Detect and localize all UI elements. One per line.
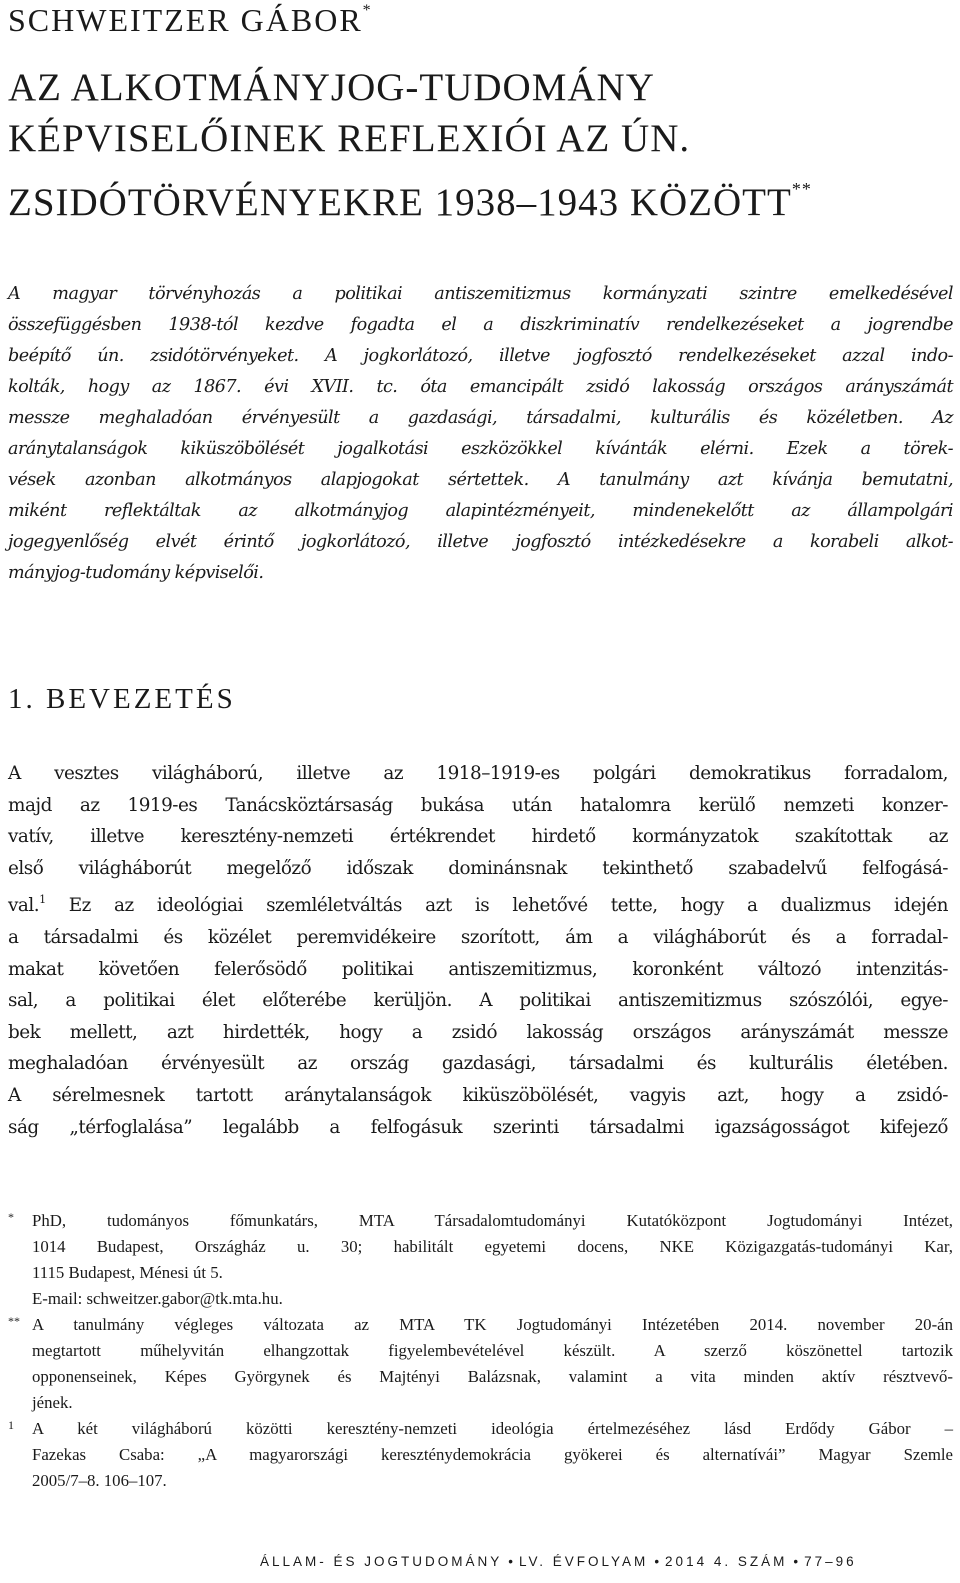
- footnote-line: opponenseinek, Képes Györgynek és Majtényi Balázsnak, valamint a vita minden aktív résztvevő-: [32, 1367, 953, 1386]
- title-line-text: ZSIDÓTÖRVÉNYEKRE 1938–1943 KÖZÖTT: [8, 181, 792, 224]
- body-text: [8, 758, 948, 1143]
- footnote-line: Fazekas Csaba: „A magyarországi kereszténydemokrácia gyökerei és alternatívái” Magyar Szemle: [32, 1445, 953, 1464]
- abstract-line: A magyar törvényhozás a politikai antiszemitizmus kormányzati szintre emelkedésével: [8, 284, 953, 304]
- body-line: első világháborút megelőző időszak dominánsnak tekinthető szabadelvű felfogásá-: [8, 857, 948, 879]
- footnote-mark: **: [8, 1314, 20, 1328]
- volume: LV. ÉVFOLYAM: [519, 1554, 649, 1569]
- body-line: [8, 884, 948, 922]
- footnote-mark: 1: [8, 1418, 14, 1432]
- footnote: [8, 1416, 953, 1494]
- footnote-line: megtartott műhelyvitán elhangzottak figyelembevételével készült. A szerző köszönettel tartozik: [32, 1341, 953, 1360]
- footnotes: [8, 1208, 953, 1494]
- abstract-line: jogegyenlőség elvét érintő jogkorlátozó, illetve jogfosztó intézkedésekre a korabeli alkot-: [8, 532, 953, 552]
- separator-dot: •: [654, 1554, 660, 1569]
- abstract-line: összefüggésben 1938-tól kezdve fogadta el a diszkriminatív rendelkezéseket a jogrendbe: [8, 315, 953, 335]
- title-line: [8, 164, 953, 228]
- footnote-line: 1115 Budapest, Ménesi út 5.: [32, 1263, 223, 1282]
- abstract-line: kolták, hogy az 1867. évi XVII. tc. óta emancipált zsidó lakosság országos arányszámát: [8, 377, 953, 397]
- footnote: [8, 1312, 953, 1416]
- issue-year: 2014: [665, 1554, 708, 1569]
- separator-dot: •: [793, 1554, 799, 1569]
- abstract-line: miként reflektáltak az alkotmányjog alapintézményeit, mindenekelőtt az állampolgári: [8, 501, 953, 521]
- article-title: [8, 62, 953, 228]
- body-line-rest: Ez az ideológiai szemléletváltás azt is lehetővé tette, hogy a dualizmus idején: [45, 895, 948, 917]
- body-line: makat követően felerősödő politikai antiszemitizmus, koronként változó intenzitás-: [8, 958, 948, 980]
- body-line: sal, a politikai élet előterébe kerüljön. A politikai antiszemitizmus szószólói, egye-: [8, 990, 948, 1012]
- footnote-reference: 1: [39, 893, 46, 907]
- title-footnote-mark: **: [791, 179, 812, 199]
- body-line: majd az 1919-es Tanácsköztársaság bukása után hatalomra kerülő nemzeti konzer-: [8, 794, 948, 816]
- abstract-line: aránytalanságok kiküszöbölését jogalkotási eszközökkel kívánták elérni. Ezek a törek-: [8, 439, 953, 459]
- footnote-mark: *: [8, 1210, 14, 1224]
- footnote-line: A tanulmány végleges változata az MTA TK Jogtudományi Intézetében 2014. november 20-án: [32, 1315, 953, 1334]
- body-line: A sérelmesnek tartott aránytalanságok kiküszöbölését, vagyis azt, hogy a zsidó-: [8, 1084, 948, 1106]
- issue-number: 4. SZÁM: [713, 1554, 788, 1569]
- footnote: [8, 1208, 953, 1312]
- abstract-line: beépítő ún. zsidótörvényeket. A jogkorlátozó, illetve jogfosztó rendelkezéseket azzal indo-: [8, 346, 953, 366]
- abstract-line: messze meghaladóan érvényesült a gazdasági, társadalmi, kulturális és közéletben. Az: [8, 408, 953, 428]
- section-heading: 1. BEVEZETÉS: [8, 683, 236, 715]
- footnote-line: 2005/7–8. 106–107.: [32, 1471, 167, 1490]
- footnote-line: 1014 Budapest, Országház u. 30; habilitált egyetemi docens, NKE Közigazgatás-tudományi Kar,: [32, 1237, 953, 1256]
- author-footnote-mark: *: [362, 2, 371, 19]
- body-line: bek mellett, azt hirdették, hogy a zsidó lakosság országos arányszámát messze: [8, 1021, 948, 1043]
- separator-dot: •: [508, 1554, 514, 1569]
- abstract: [8, 279, 953, 589]
- title-line: KÉPVISELŐINEK REFLEXIÓI AZ ÚN.: [8, 117, 691, 160]
- body-line-start: val.: [8, 895, 40, 917]
- body-line: A vesztes világháború, illetve az 1918–1919-es polgári demokratikus forradalom,: [8, 763, 948, 784]
- abstract-line: mányjog-tudomány képviselői.: [8, 563, 264, 583]
- page-range: 77–96: [804, 1554, 857, 1569]
- footnote-line: E-mail: schweitzer.gabor@tk.mta.hu.: [32, 1289, 283, 1308]
- author-name: [8, 2, 371, 39]
- running-footer: [260, 1554, 857, 1569]
- body-line: vatív, illetve keresztény-nemzeti értékrendet hirdető kormányzatok szakítottak az: [8, 826, 948, 848]
- abstract-line: vések azonban alkotmányos alapjogokat sértettek. A tanulmány azt kívánja bemutatni,: [8, 470, 953, 490]
- body-line: ság „térfoglalása” legalább a felfogásuk szerinti társadalmi igazságosságot kifejező: [8, 1116, 948, 1138]
- body-line: a társadalmi és közélet peremvidékeire szorított, ám a világháborút és a forradal-: [8, 926, 948, 948]
- footnote-line: PhD, tudományos főmunkatárs, MTA Társadalomtudományi Kutatóközpont Jogtudományi Intézet,: [32, 1211, 953, 1230]
- journal-name: ÁLLAM- ÉS JOGTUDOMÁNY: [260, 1554, 503, 1569]
- footnote-line: jének.: [32, 1393, 73, 1412]
- author-name-text: SCHWEITZER GÁBOR: [8, 2, 363, 38]
- body-line: meghaladóan érvényesült az ország gazdasági, társadalmi és kulturális életében.: [8, 1053, 948, 1075]
- title-line: AZ ALKOTMÁNYJOG-TUDOMÁNY: [8, 66, 655, 109]
- footnote-line: A két világháború közötti keresztény-nemzeti ideológia értelmezéséhez lásd Erdődy Gábor –: [32, 1419, 953, 1438]
